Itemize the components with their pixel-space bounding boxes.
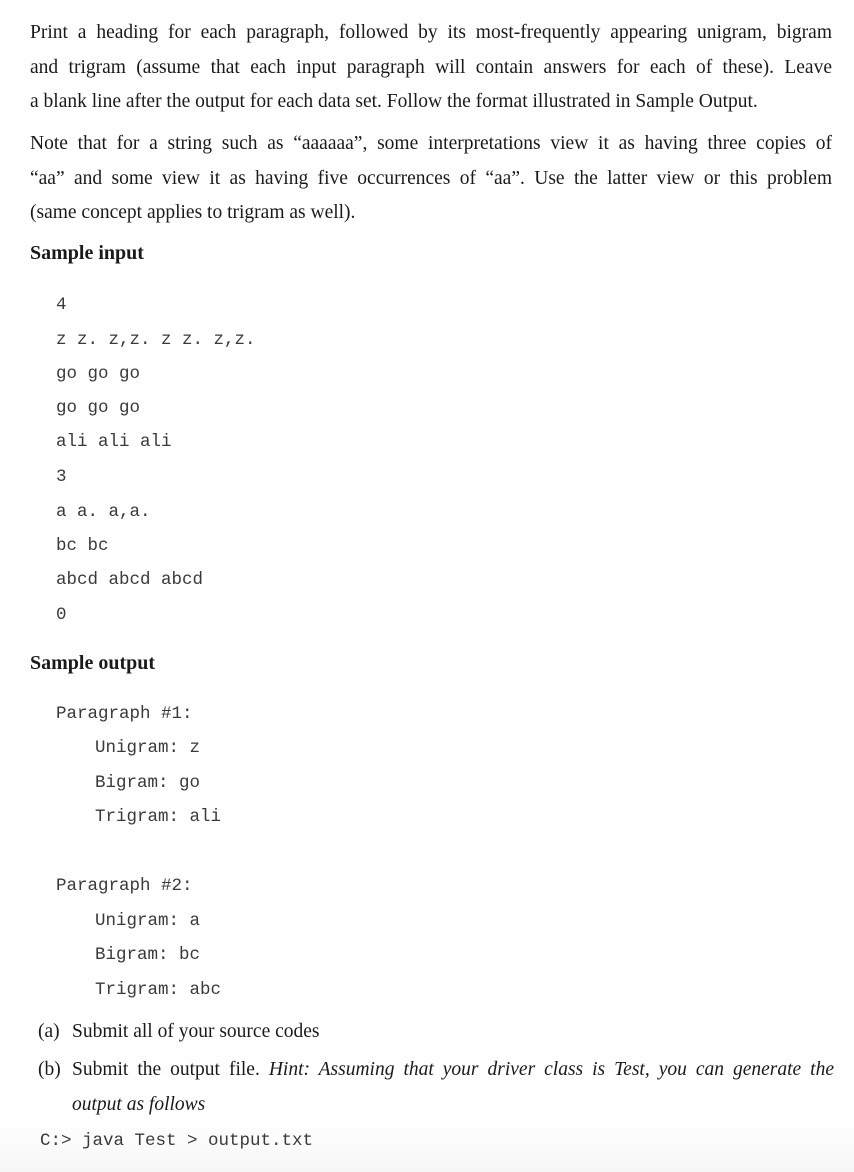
intro-paragraph-2 (30, 127, 832, 231)
output-p1-trigram: Trigram: ali (95, 807, 222, 827)
task-b-label: (b) (38, 1059, 61, 1080)
input-line-2: z z. z,z. z z. z,z. (56, 330, 256, 350)
intro-paragraph-1 (30, 16, 832, 120)
input-line-9: abcd abcd abcd (56, 570, 204, 590)
sample-output-heading: Sample output (30, 652, 156, 674)
task-b-line-1 (72, 1053, 834, 1088)
input-line-7: a a. a,a. (56, 502, 151, 522)
input-line-3: go go go (56, 364, 141, 384)
intro-p1-line-2: and trigram (assume that each input paragraph will contain answers for each of these). Leave (30, 56, 832, 78)
intro-p1-line-3: a blank line after the output for each data set. Follow the format illustrated in Sample Output. (30, 91, 758, 112)
input-line-4: go go go (56, 398, 141, 418)
sample-input-heading: Sample input (30, 242, 144, 264)
input-line-5: ali ali ali (56, 432, 172, 452)
output-paragraph-2-title: Paragraph #2: (56, 876, 193, 896)
intro-p2-line-2: “aa” and some view it as having five occurrences of “aa”. Use the latter view or this problem (30, 167, 832, 189)
output-p2-bigram: Bigram: bc (95, 945, 201, 965)
output-p1-unigram: Unigram: z (95, 738, 201, 758)
output-p2-trigram: Trigram: abc (95, 980, 222, 1000)
output-p2-unigram: Unigram: a (95, 911, 201, 931)
input-line-10: 0 (56, 605, 67, 625)
intro-p2-line-3: (same concept applies to trigram as well). (30, 202, 356, 223)
task-b-hint-line-1: Hint: Assuming that your driver class is Test, you can generate the (268, 1059, 835, 1080)
task-b-text: Submit the output file. (72, 1059, 260, 1080)
task-b-line-2 (72, 1088, 834, 1123)
intro-p2-line-1: Note that for a string such as “aaaaaa”, some interpretations view it as having three copies of (30, 133, 832, 154)
intro-p1-line-1: Print a heading for each paragraph, followed by its most-frequently appearing unigram, bigram (30, 22, 832, 43)
input-line-1: 4 (56, 295, 67, 315)
task-b (38, 1053, 834, 1123)
output-p1-bigram: Bigram: go (95, 773, 201, 793)
input-line-8: bc bc (56, 536, 109, 556)
output-paragraph-1-title: Paragraph #1: (56, 704, 193, 724)
input-line-6: 3 (56, 467, 67, 487)
command-line: C:> java Test > output.txt (40, 1131, 314, 1151)
task-b-hint-line-2: output as follows (72, 1093, 206, 1115)
task-a (38, 1015, 834, 1050)
task-a-text: Submit all of your source codes (72, 1021, 320, 1042)
task-a-label: (a) (38, 1021, 60, 1042)
